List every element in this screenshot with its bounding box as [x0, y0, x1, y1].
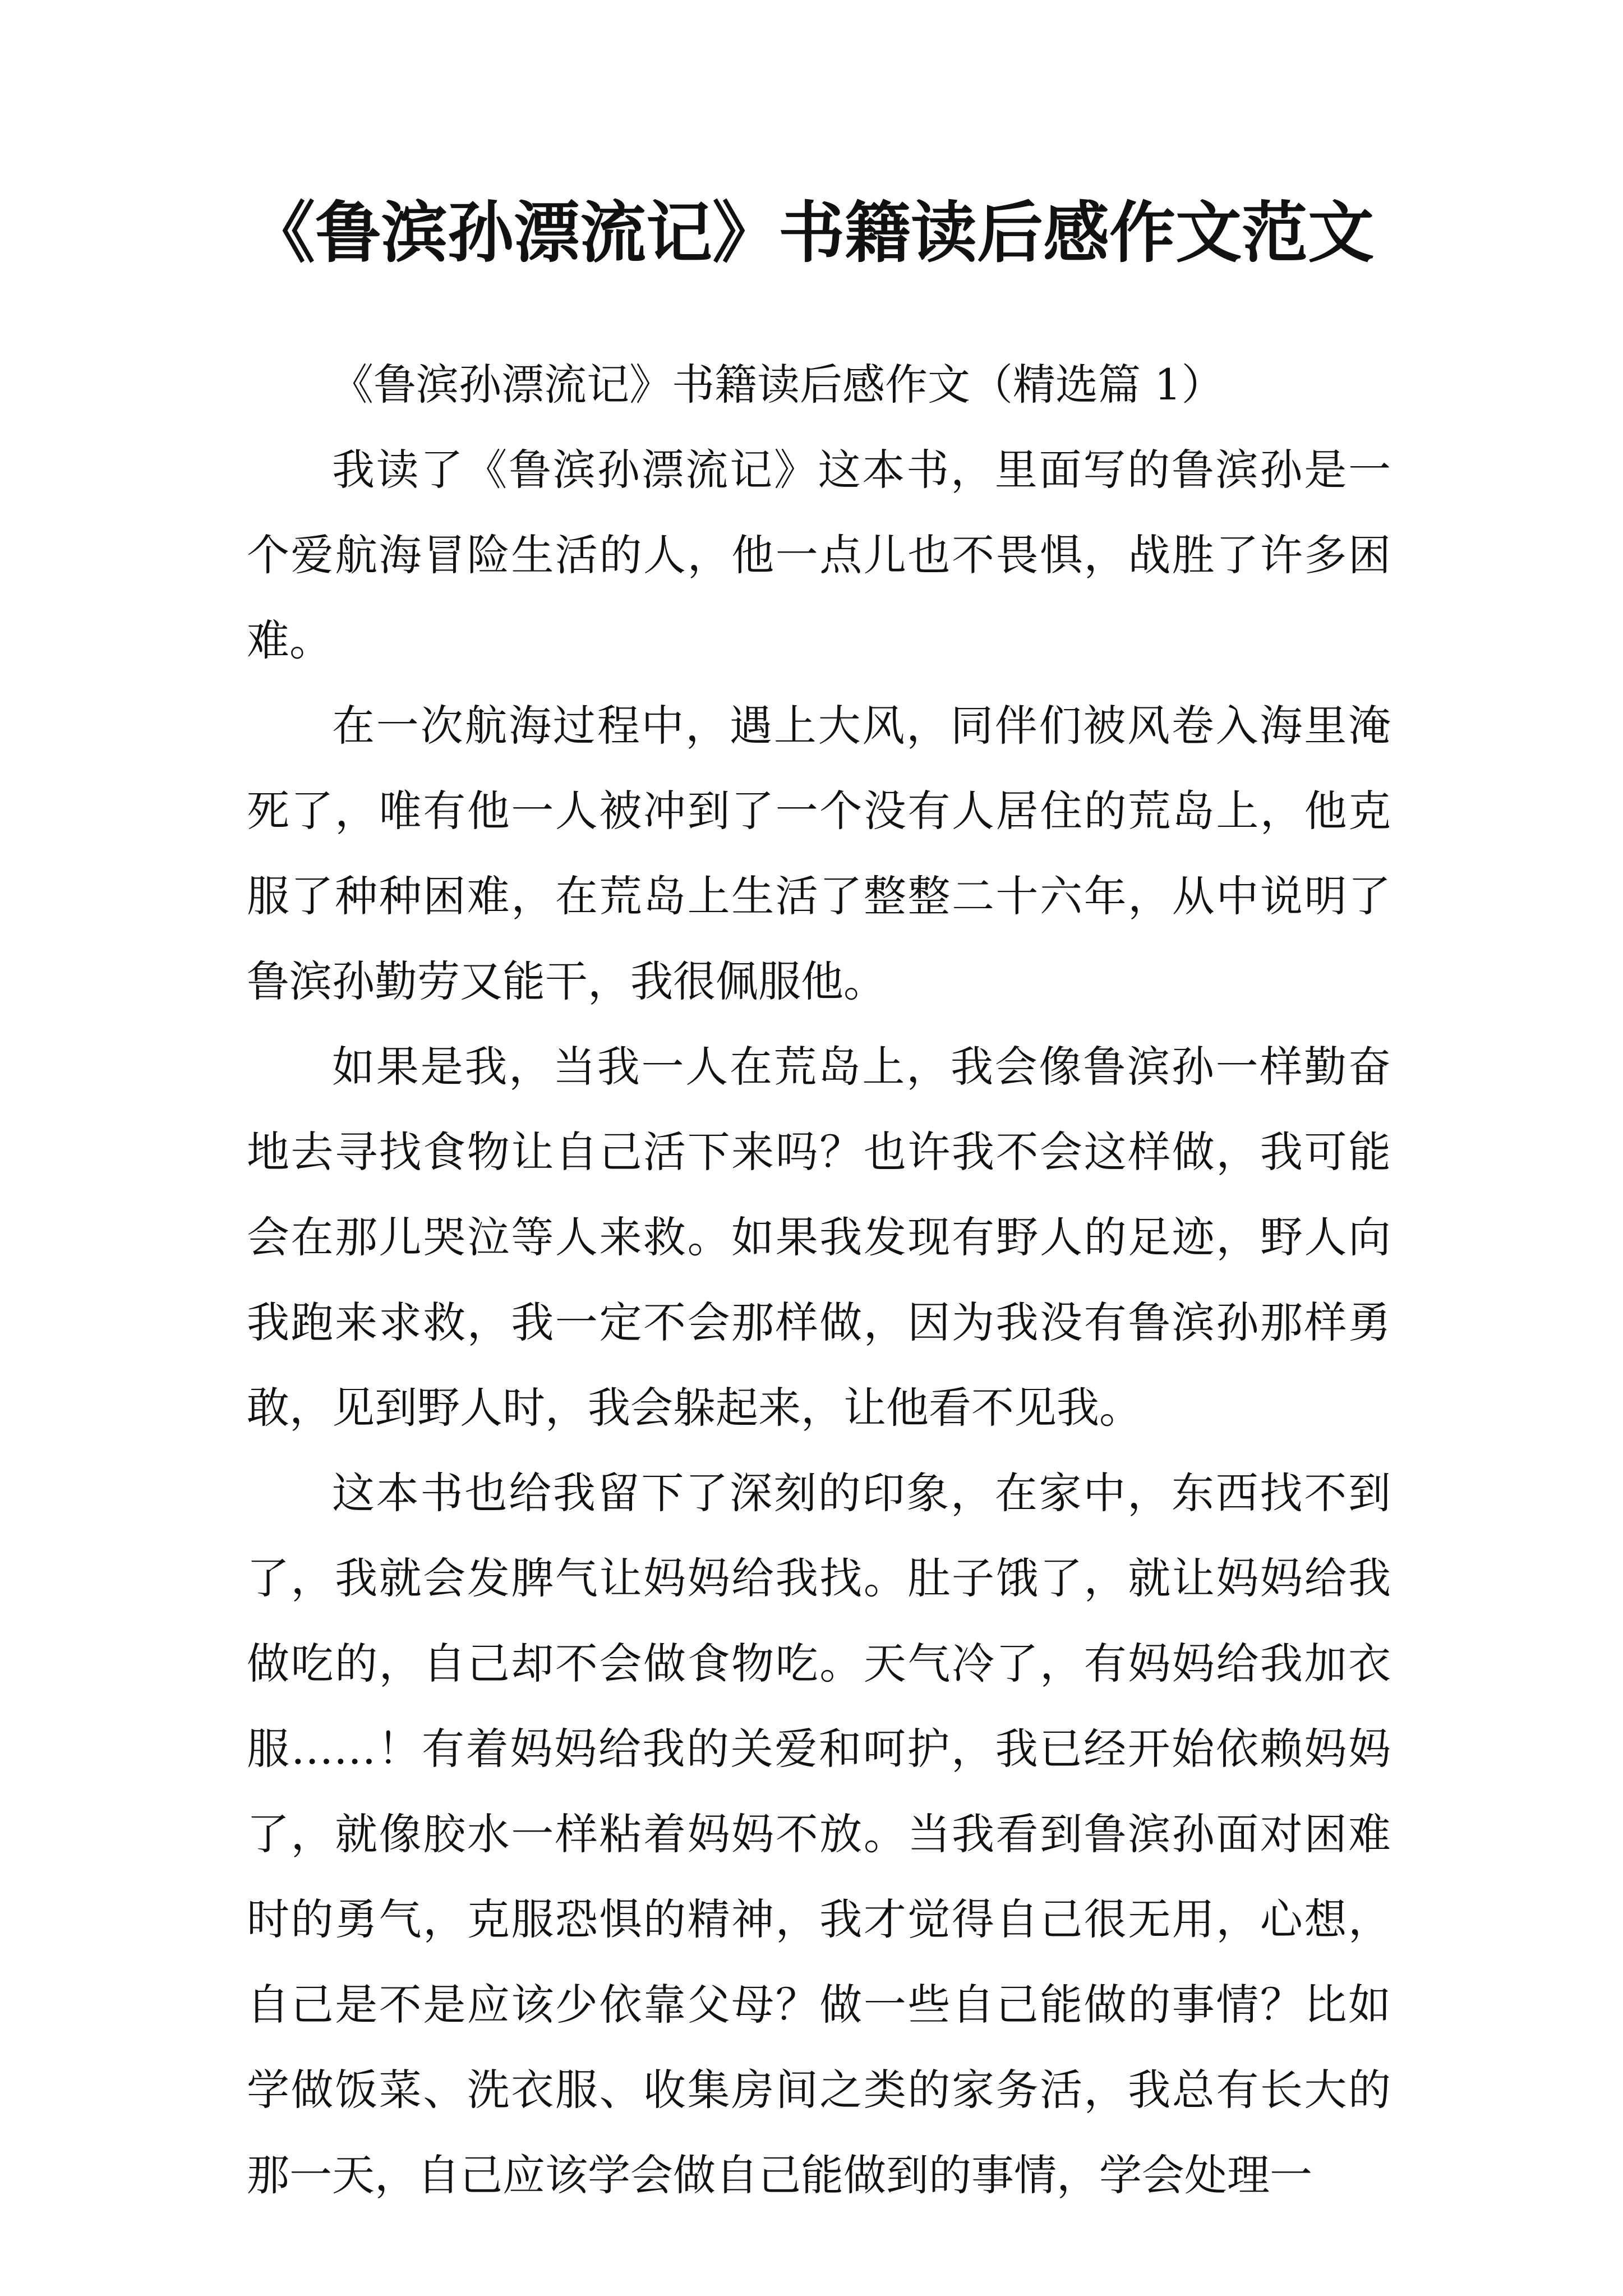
section-subtitle: 《鲁滨孙漂流记》书籍读后感作文（精选篇 1）	[331, 360, 1224, 409]
document-body	[247, 342, 1391, 2218]
paragraph: 如果是我，当我一人在荒岛上，我会像鲁滨孙一样勤奋地去寻找食物让自己活下来吗？也许我不会这样做，我可能会在那儿哭泣等人来救。如果我发现有野人的足迹，野人向我跑来求救，我一定不会那样做，因为我没有鲁滨孙那样勇敢，见到野人时，我会躲起来，让他看不见我。	[247, 1042, 1391, 1433]
paragraph: 在一次航海过程中，遇上大风，同伴们被风卷入海里淹死了，唯有他一人被冲到了一个没有人居住的荒岛上，他克服了种种困难，在荒岛上生活了整整二十六年，从中说明了鲁滨孙勤劳又能干，我很佩服他。	[247, 701, 1391, 1006]
paragraph: 我读了《鲁滨孙漂流记》这本书，里面写的鲁滨孙是一个爱航海冒险生活的人，他一点儿也不畏惧，战胜了许多困难。	[247, 445, 1391, 665]
document-title: 《鲁滨孙漂流记》书籍读后感作文范文	[248, 194, 1374, 272]
paragraph: 这本书也给我留下了深刻的印象，在家中，东西找不到了，我就会发脾气让妈妈给我找。肚子饿了，就让妈妈给我做吃的，自己却不会做食物吃。天气冷了，有妈妈给我加衣服……！有着妈妈给我的关爱和呵护，我已经开始依赖妈妈了，就像胶水一样粘着妈妈不放。当我看到鲁滨孙面对困难时的勇气，克服恐惧的精神，我才觉得自己很无用，心想，自己是不是应该少依靠父母？做一些自己能做的事情？比如学做饭菜、洗衣服、收集房间之类的家务活，我总有长大的那一天，自己应该学会做自己能做到的事情，学会处理一	[247, 1468, 1391, 2200]
